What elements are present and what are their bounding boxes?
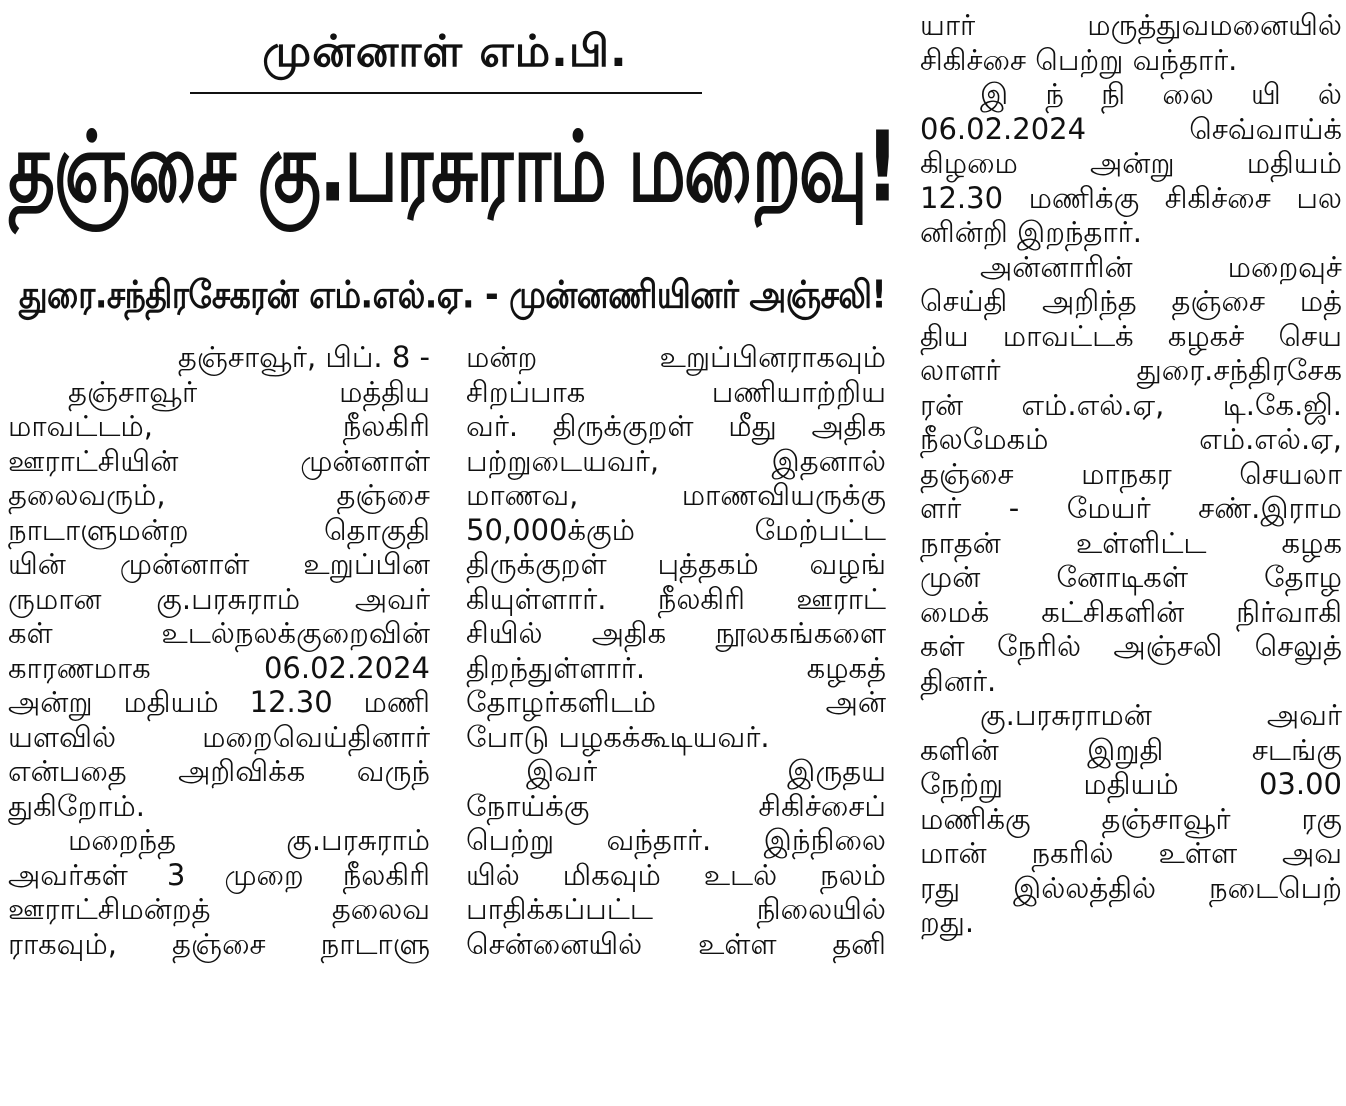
dateline: தஞ்சாவூர், பிப். 8 - — [177, 340, 430, 374]
text-line: ஊராட்சியின் முன்னாள் — [8, 443, 430, 478]
text-line: திருக்குறள் புத்தகம் வழங் — [466, 547, 886, 581]
text-line: ருமான கு.பரசுராம் அவர் — [8, 581, 430, 616]
text-line: தோழர்களிடம் அன் — [466, 685, 886, 719]
text-line: கள் உடல்நலக்குறைவின் — [8, 616, 430, 650]
text-line: நேற்று மதியம் 03.00 — [920, 767, 1342, 801]
text-line: இ ந் நி லை யி ல் — [980, 77, 1342, 111]
text-line: சிகிச்சை பெற்று வந்தார். — [920, 42, 1238, 77]
text-line: தஞ்சை மாநகர செயலா — [920, 456, 1342, 491]
text-line: நீலமேகம் எம்.எல்.ஏ, — [920, 422, 1342, 456]
text-line: வர். திருக்குறள் மீது அதிக — [466, 409, 886, 443]
text-line: மன்ற உறுப்பினராகவும் — [466, 340, 886, 374]
headline: தஞ்சை கு.பரசுராம் மறைவு! — [8, 109, 897, 224]
text-line: சியில் அதிக நூலகங்களை — [466, 616, 886, 650]
article-column-3 — [920, 8, 1342, 940]
text-line: மான் நகரில் உள்ள அவ — [920, 836, 1342, 870]
text-line: நாதன் உள்ளிட்ட கழக — [920, 525, 1342, 560]
text-line: ஊராட்சிமன்றத் தலைவ — [8, 892, 430, 926]
text-line: நோய்க்கு சிகிச்சைப் — [466, 788, 886, 823]
text-line: ரது இல்லத்தில் நடைபெற் — [920, 870, 1342, 905]
text-line: கிழமை அன்று மதியம் — [920, 146, 1342, 180]
text-line: சென்னையில் உள்ள தனி — [466, 926, 886, 961]
text-line: யில் மிகவும் உடல் நலம் — [466, 857, 886, 892]
text-line: காரணமாக 06.02.2024 — [8, 650, 430, 685]
text-line: இவர் இருதய — [526, 754, 886, 788]
text-line: ளர் - மேயர் சண்.இராம — [920, 491, 1342, 525]
article-column-2 — [466, 340, 886, 961]
text-line: னின்றி இறந்தார். — [920, 215, 1142, 249]
text-line: திறந்துள்ளார். கழகத் — [466, 650, 886, 685]
text-line: மைக் கட்சிகளின் நிர்வாகி — [920, 594, 1342, 629]
text-line: செய்தி அறிந்த தஞ்சை மத் — [920, 284, 1342, 318]
text-line: மணிக்கு தஞ்சாவூர் ரகு — [920, 801, 1342, 836]
subheadline: துரை.சந்திரசேகரன் எம்.எல்.ஏ. - முன்னணியினர் அஞ்சலி! — [18, 272, 887, 317]
kicker-title: முன்னாள் எம்.பி. — [262, 26, 628, 77]
text-line: மறைந்த கு.பரசுராம் — [68, 823, 430, 857]
text-line: போடு பழகக்கூடியவர். — [466, 719, 770, 754]
text-line: தலைவரும், தஞ்சை — [8, 478, 430, 512]
text-line: யின் முன்னாள் உறுப்பின — [8, 547, 430, 581]
text-line: சிறப்பாக பணியாற்றிய — [466, 374, 886, 409]
text-line: மாணவ, மாணவியருக்கு — [466, 478, 886, 512]
text-line: கியுள்ளார். நீலகிரி ஊராட் — [466, 581, 886, 616]
text-line: கு.பரசுராமன் அவர் — [980, 698, 1342, 732]
text-line: என்பதை அறிவிக்க வருந் — [8, 754, 430, 788]
text-line: 50,000க்கும் மேற்பட்ட — [466, 512, 886, 547]
text-line: களின் இறுதி சடங்கு — [920, 732, 1342, 767]
kicker-underline — [190, 92, 702, 94]
text-line: அன்னாரின் மறைவுச் — [980, 249, 1342, 284]
text-line: அவர்கள் 3 முறை நீலகிரி — [8, 857, 430, 892]
text-line: யளவில் மறைவெய்தினார் — [8, 719, 430, 754]
text-line: திய மாவட்டக் கழகச் செய — [920, 318, 1342, 353]
text-line: பாதிக்கப்பட்ட நிலையில் — [466, 892, 886, 926]
text-line: பற்றுடையவர், இதனால் — [466, 443, 886, 478]
text-line: தினர். — [920, 663, 997, 698]
text-line: மாவட்டம், நீலகிரி — [8, 409, 430, 443]
text-line: துகிறோம். — [8, 788, 145, 823]
text-line: கள் நேரில் அஞ்சலி செலுத் — [920, 629, 1342, 663]
text-line: நாடாளுமன்ற தொகுதி — [8, 512, 430, 547]
text-line: பெற்று வந்தார். இந்நிலை — [466, 823, 886, 857]
text-line: யார் மருத்துவமனையில் — [920, 8, 1342, 42]
text-line: றது. — [920, 905, 975, 939]
text-line: 06.02.2024 செவ்வாய்க் — [920, 111, 1342, 146]
text-line: 12.30 மணிக்கு சிகிச்சை பல — [920, 180, 1342, 215]
text-line: தஞ்சாவூர் மத்திய — [68, 374, 430, 409]
text-line: முன் னோடிகள் தோழ — [920, 560, 1342, 594]
text-line: ரன் எம்.எல்.ஏ, டி.கே.ஜி. — [920, 387, 1342, 422]
text-line: லாளர் துரை.சந்திரசேக — [920, 353, 1342, 387]
text-line: ராகவும், தஞ்சை நாடாளு — [8, 926, 430, 961]
text-line: அன்று மதியம் 12.30 மணி — [8, 685, 430, 719]
article-column-1 — [8, 340, 430, 961]
